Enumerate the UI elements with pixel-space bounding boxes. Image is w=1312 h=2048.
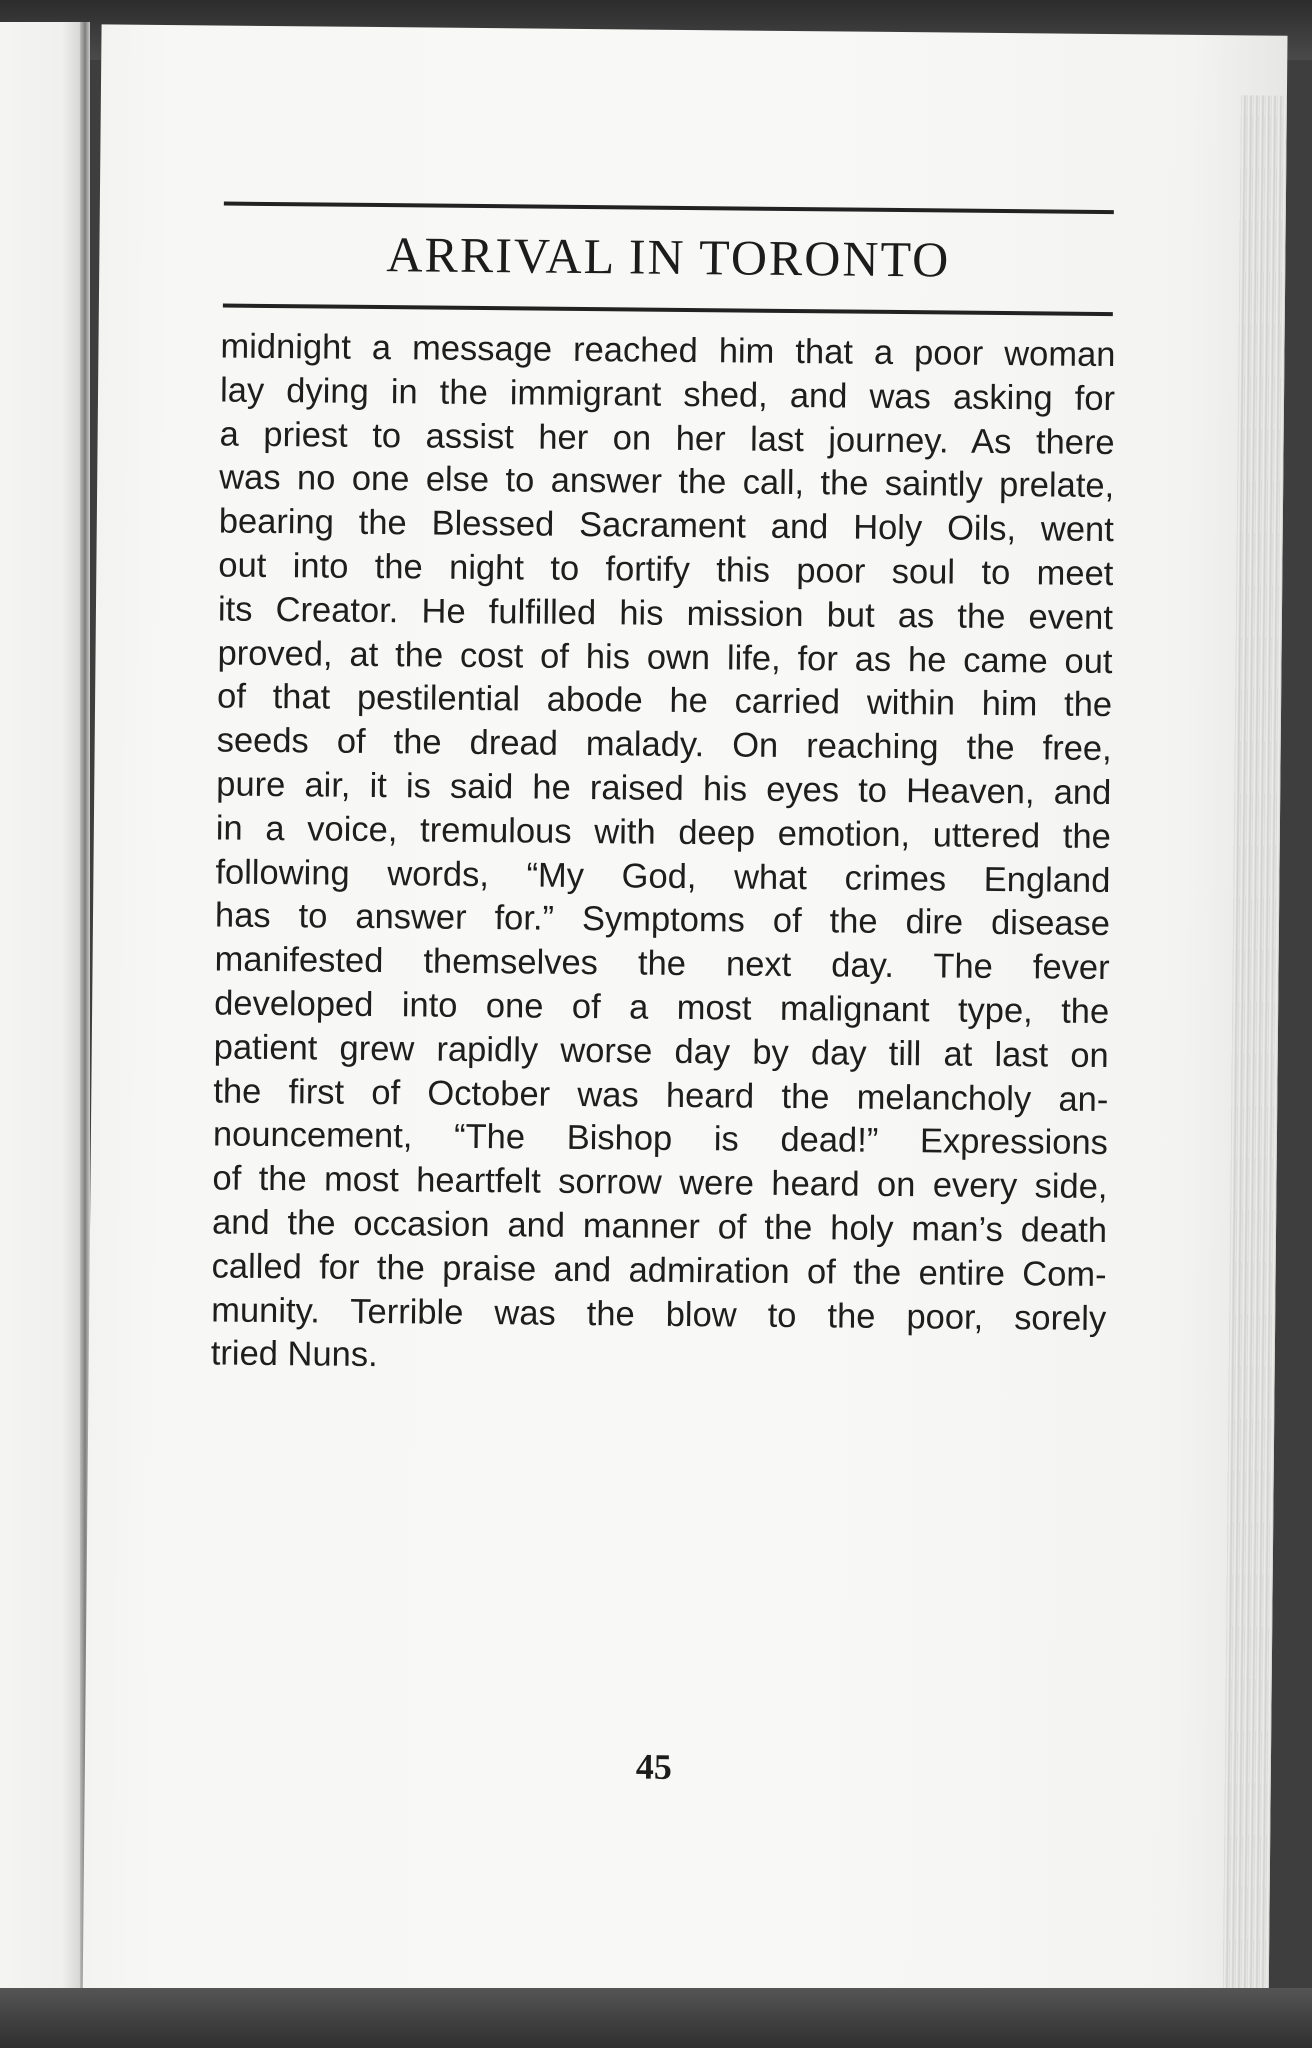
text-line: of the most heartfelt sorrow were heard on every side, [212,1159,1108,1207]
text-line: the first of October was heard the melancholy an- [213,1072,1109,1119]
scan-background-bottom [0,1988,1312,2048]
text-line: patient grew rapidly worse day by day till at last on [213,1028,1109,1075]
text-line: midnight a message reached him that a poor woman [220,327,1116,375]
text-line: in a voice, tremulous with deep emotion, uttered the [215,809,1112,856]
text-line: manifested themselves the next day. The fever [214,940,1110,988]
text-line: has to answer for.” Symptoms of the dire disease [214,896,1111,944]
running-head: ARRIVAL IN TORONTO [386,226,951,288]
text-line: called for the praise and admiration of the entire Com- [211,1247,1107,1294]
text-line: bearing the Blessed Sacrament and Holy Oils, went [218,502,1114,550]
text-line: and the occasion and manner of the holy man’s death [211,1203,1108,1250]
page-stack-edge [1222,95,1287,2035]
text-line: developed into one of a most malignant type, the [214,984,1110,1032]
header-rule-top [224,202,1114,215]
text-line: of that pestilential abode he carried within him the [216,677,1113,725]
book-page [82,24,1287,2025]
text-line: lay dying in the immigrant shed, and was asking for [219,371,1116,418]
text-line: its Creator. He fulfilled his mission but as the event [217,590,1114,637]
text-line: nouncement, “The Bishop is dead!” Expressions [212,1115,1109,1163]
text-line: munity. Terrible was the blow to the poor, sorely [211,1290,1107,1338]
text-line: pure air, it is said he raised his eyes to Heaven, and [216,765,1112,813]
text-line: seeds of the dread malady. On reaching the free, [216,721,1112,769]
text-line: tried Nuns. [210,1334,378,1375]
header-rule-bottom [223,304,1113,317]
page-number: 45 [635,1746,673,1787]
text-line: was no one else to answer the call, the saintly prelate, [219,458,1115,506]
text-line: following words, “My God, what crimes England [215,853,1111,900]
body-text [211,326,1116,1386]
text-line: out into the night to fortify this poor soul to meet [218,546,1114,594]
text-line: proved, at the cost of his own life, for as he came out [217,634,1113,681]
facing-page-edge [0,22,88,2026]
text-line: a priest to assist her on her last journey. As there [219,415,1115,462]
